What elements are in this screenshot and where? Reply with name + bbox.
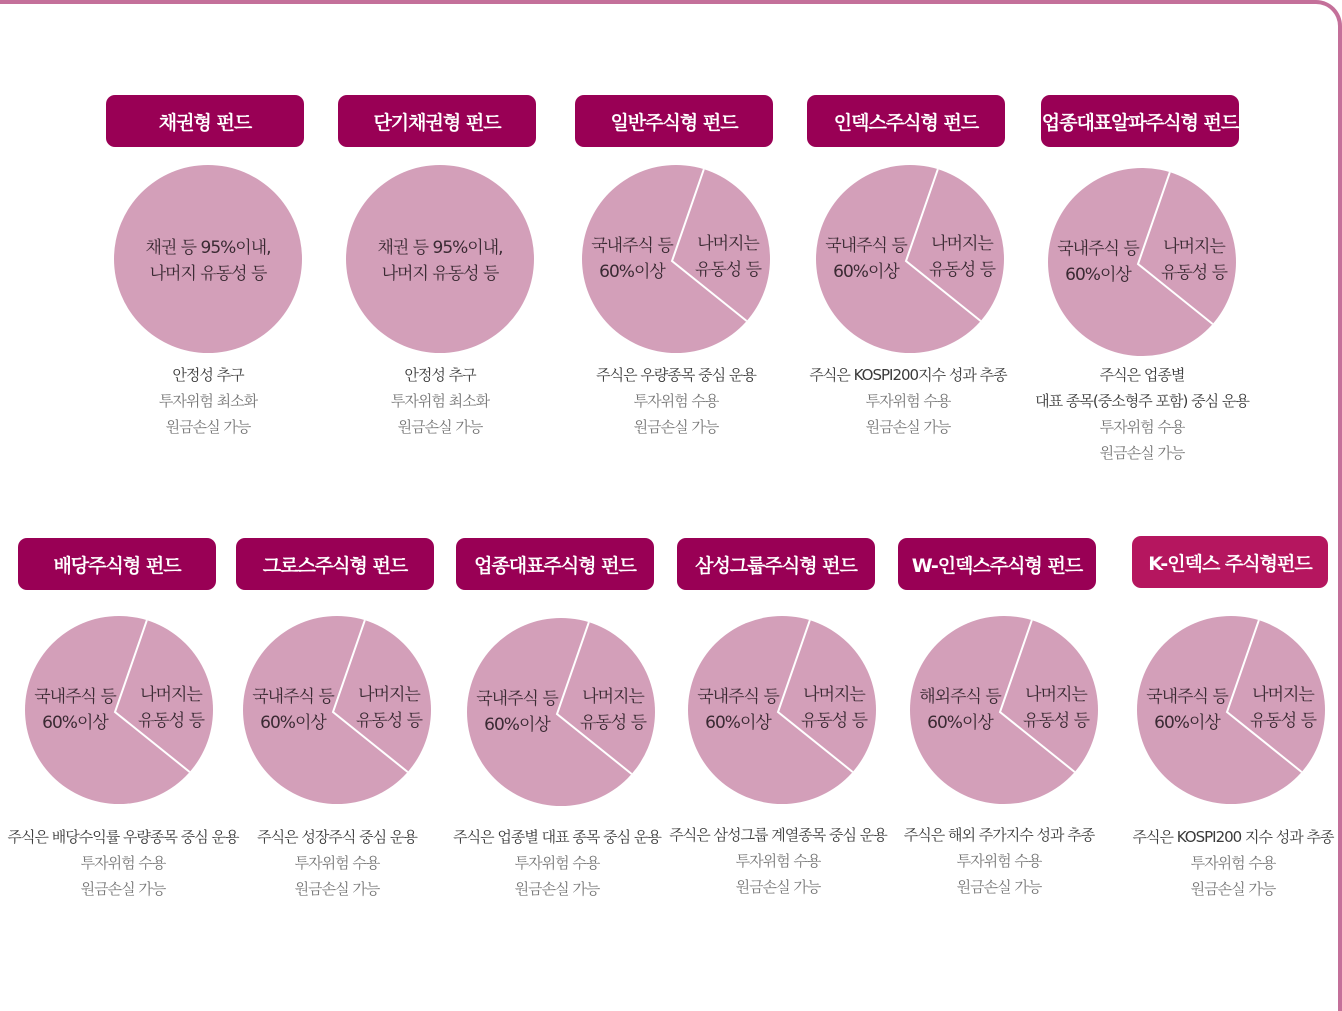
description-line: 주식은 업종별 대표 종목 중심 운용 — [453, 828, 661, 846]
description-line: 주식은 KOSPI200지수 성과 추종 — [809, 366, 1007, 384]
allocation-pie — [344, 163, 536, 355]
fund-title: 인덱스주식형 펀드 — [807, 95, 1005, 147]
pie-slice-main — [243, 616, 431, 804]
fund-title: 업종대표주식형 펀드 — [456, 538, 654, 590]
description-line: 원금손실 가능 — [1099, 444, 1185, 462]
description-line: 투자위험 수용 — [735, 852, 821, 870]
allocation-pie — [686, 614, 878, 806]
allocation-pie — [241, 614, 433, 806]
description-line: 안정성 추구 — [172, 366, 244, 384]
allocation-pie — [814, 163, 1006, 355]
fund-description — [546, 362, 806, 440]
pie-label-rest: 나머지는 — [697, 234, 759, 254]
description-line: 안정성 추구 — [404, 366, 476, 384]
fund-title: 업종대표알파주식형 펀드 — [1041, 95, 1239, 147]
allocation-pie — [23, 614, 215, 806]
pie-label-rest: 유동성 등 — [1022, 711, 1090, 731]
description-line: 원금손실 가능 — [865, 418, 951, 436]
pie-label-main: 국내주식 등 — [1146, 687, 1228, 707]
pie-slice-main — [582, 165, 770, 353]
fund-description — [310, 362, 570, 440]
description-line: 투자위험 수용 — [80, 854, 166, 872]
description-line: 원금손실 가능 — [397, 418, 483, 436]
fund-description — [869, 822, 1129, 900]
allocation-pie — [112, 163, 304, 355]
pie-label-rest: 유동성 등 — [1160, 263, 1228, 283]
allocation-pie — [1046, 166, 1238, 358]
pie-label-rest: 나머지는 — [582, 687, 644, 707]
description-line: 주식은 해외 주가지수 성과 추종 — [903, 826, 1095, 844]
pie-slice-main — [910, 616, 1098, 804]
description-line: 투자위험 수용 — [514, 854, 600, 872]
pie-label-main: 60%이상 — [1154, 713, 1220, 733]
description-line: 주식은 삼성그룹 계열종목 중심 운용 — [669, 826, 887, 844]
pie-label-rest: 유동성 등 — [800, 711, 868, 731]
fund-description — [1103, 824, 1342, 902]
pie-label-rest: 유동성 등 — [928, 260, 996, 280]
description-line: 투자위험 수용 — [1099, 418, 1185, 436]
pie-label-main: 60%이상 — [705, 713, 771, 733]
pie-label-rest: 나머지는 — [140, 685, 202, 705]
pie-label-rest: 유동성 등 — [694, 260, 762, 280]
description-line: 주식은 우량종목 중심 운용 — [596, 366, 756, 384]
description-line: 주식은 KOSPI200 지수 성과 추종 — [1132, 828, 1334, 846]
pie-label-main: 국내주식 등 — [1057, 239, 1139, 259]
allocation-pie — [465, 616, 657, 808]
description-line: 원금손실 가능 — [1190, 880, 1276, 898]
pie-label-rest: 유동성 등 — [137, 711, 205, 731]
fund-description — [1012, 362, 1272, 466]
pie-label-main: 국내주식 등 — [825, 236, 907, 256]
description-line: 투자위험 최소화 — [158, 392, 258, 410]
pie-slice-main — [688, 616, 876, 804]
pie-label-main: 60%이상 — [42, 713, 108, 733]
pie-label-rest: 나머지는 — [931, 234, 993, 254]
description-line: 투자위험 최소화 — [390, 392, 490, 410]
pie-label-main: 국내주식 등 — [476, 689, 558, 709]
pie-label-rest: 유동성 등 — [1249, 711, 1317, 731]
pie-label-main: 해외주식 등 — [919, 687, 1001, 707]
description-line: 원금손실 가능 — [633, 418, 719, 436]
pie-label-rest: 나머지는 — [1025, 685, 1087, 705]
pie-label-main: 60%이상 — [484, 715, 550, 735]
pie-slice-main — [114, 165, 302, 353]
allocation-pie — [1135, 614, 1327, 806]
description-line: 투자위험 수용 — [294, 854, 380, 872]
pie-label-main: 60%이상 — [260, 713, 326, 733]
description-line: 주식은 성장주식 중심 운용 — [257, 828, 417, 846]
fund-title: 삼성그룹주식형 펀드 — [677, 538, 875, 590]
pie-label-rest: 나머지는 — [358, 685, 420, 705]
pie-slice-main — [25, 616, 213, 804]
pie-label-main: 국내주식 등 — [591, 236, 673, 256]
pie-label: 채권 등 95%이내, — [377, 238, 503, 258]
fund-title: 채권형 펀드 — [106, 95, 304, 147]
description-line: 원금손실 가능 — [735, 878, 821, 896]
description-line: 원금손실 가능 — [165, 418, 251, 436]
description-line: 대표 종목(중소형주 포함) 중심 운용 — [1035, 392, 1249, 410]
fund-description — [778, 362, 1038, 440]
fund-title: K-인덱스 주식형펀드 — [1132, 536, 1328, 588]
allocation-pie — [580, 163, 772, 355]
description-line: 주식은 배당수익률 우량종목 중심 운용 — [7, 828, 239, 846]
fund-title: 단기채권형 펀드 — [338, 95, 536, 147]
description-line: 투자위험 수용 — [1190, 854, 1276, 872]
description-line: 원금손실 가능 — [294, 880, 380, 898]
fund-title: 배당주식형 펀드 — [18, 538, 216, 590]
pie-label-rest: 나머지는 — [1252, 685, 1314, 705]
pie-label-main: 국내주식 등 — [34, 687, 116, 707]
allocation-pie — [908, 614, 1100, 806]
description-line: 원금손실 가능 — [80, 880, 166, 898]
pie-label-main: 국내주식 등 — [252, 687, 334, 707]
description-line: 투자위험 수용 — [633, 392, 719, 410]
fund-description — [78, 362, 338, 440]
pie-label: 나머지 유동성 등 — [381, 264, 499, 284]
description-line: 주식은 업종별 — [1099, 366, 1185, 384]
pie-label-main: 60%이상 — [833, 262, 899, 282]
description-line: 원금손실 가능 — [956, 878, 1042, 896]
pie-label-main: 60%이상 — [599, 262, 665, 282]
pie-label: 채권 등 95%이내, — [145, 238, 271, 258]
description-line: 투자위험 수용 — [865, 392, 951, 410]
pie-slice-main — [467, 618, 655, 806]
pie-label: 나머지 유동성 등 — [149, 264, 267, 284]
pie-label-rest: 나머지는 — [1163, 237, 1225, 257]
description-line: 원금손실 가능 — [514, 880, 600, 898]
pie-slice-main — [1048, 168, 1236, 356]
pie-slice-main — [1137, 616, 1325, 804]
fund-title: W-인덱스주식형 펀드 — [898, 538, 1096, 590]
description-line: 투자위험 수용 — [956, 852, 1042, 870]
pie-slice-main — [816, 165, 1004, 353]
pie-label-rest: 유동성 등 — [355, 711, 423, 731]
fund-title: 일반주식형 펀드 — [575, 95, 773, 147]
pie-label-main: 60%이상 — [1065, 265, 1131, 285]
pie-label-main: 60%이상 — [927, 713, 993, 733]
fund-title: 그로스주식형 펀드 — [236, 538, 434, 590]
pie-label-main: 국내주식 등 — [697, 687, 779, 707]
pie-slice-main — [346, 165, 534, 353]
pie-label-rest: 나머지는 — [803, 685, 865, 705]
pie-label-rest: 유동성 등 — [579, 713, 647, 733]
